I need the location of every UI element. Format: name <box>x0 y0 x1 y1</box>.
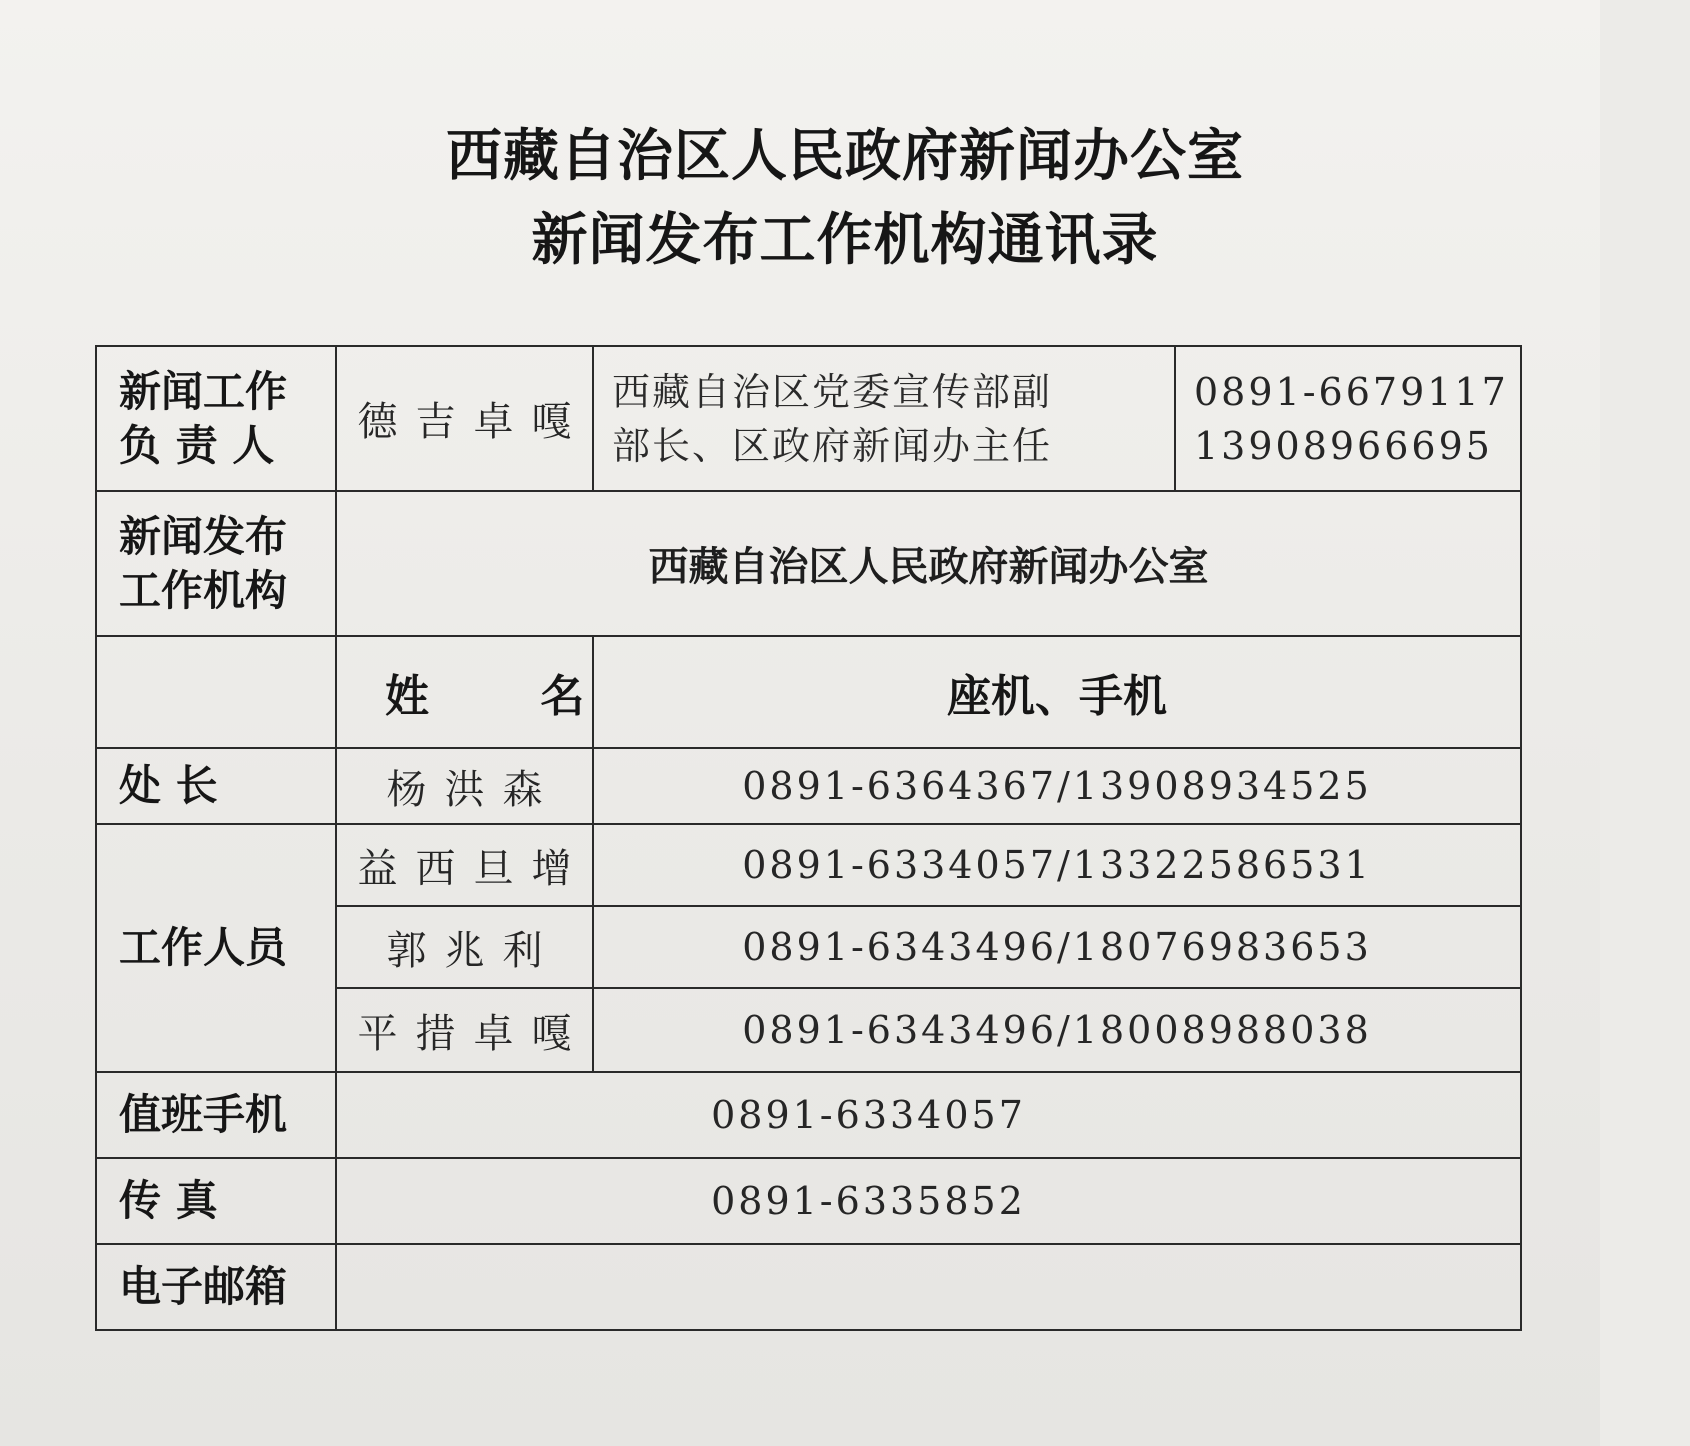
leader-phone-mobile: 13908966695 <box>1194 423 1493 468</box>
fax-value: 0891-6335852 <box>336 1158 1521 1244</box>
leader-row <box>96 346 1521 491</box>
column-header-row <box>96 636 1521 748</box>
email-value <box>336 1244 1521 1330</box>
staff-phone: 0891-6343496/18076983653 <box>593 906 1521 988</box>
staff-name: 郭兆利 <box>336 906 593 988</box>
leader-label-char: 责 <box>175 420 218 470</box>
agency-name: 西藏自治区人民政府新闻办公室 <box>336 491 1521 636</box>
staff-phone: 0891-6343496/18008988038 <box>593 988 1521 1072</box>
director-row <box>96 748 1521 824</box>
director-phone: 0891-6364367/13908934525 <box>593 748 1521 824</box>
agency-row <box>96 491 1521 636</box>
duty-phone-row <box>96 1072 1521 1158</box>
leader-name: 德吉卓嘎 <box>336 346 593 491</box>
duty-phone-label: 值班手机 <box>96 1072 336 1158</box>
email-row <box>96 1244 1521 1330</box>
leader-phone-landline: 0891-6679117 <box>1194 369 1509 414</box>
staff-phone: 0891-6334057/13322586531 <box>593 824 1521 906</box>
leader-role-line2: 部长、区政府新闻办主任 <box>612 423 1053 468</box>
director-label-text <box>119 759 335 813</box>
phone-column-header: 座机、手机 <box>593 636 1521 748</box>
agency-label-line1: 新闻发布 <box>119 511 288 561</box>
staff-row <box>96 824 1521 906</box>
email-label: 电子邮箱 <box>96 1244 336 1330</box>
staff-name: 益西旦增 <box>336 824 593 906</box>
director-name: 杨洪森 <box>336 748 593 824</box>
leader-phones <box>1175 346 1521 491</box>
leader-label-char: 负 <box>119 420 162 470</box>
duty-phone-value: 0891-6334057 <box>336 1072 1521 1158</box>
leader-label-char: 人 <box>232 420 275 470</box>
document-title-line2: 新闻发布工作机构通讯录 <box>531 208 1159 273</box>
agency-label-line2: 工作机构 <box>119 565 288 615</box>
director-label <box>96 748 336 824</box>
director-label-char: 长 <box>175 761 218 810</box>
leader-role <box>593 346 1175 491</box>
staff-label: 工作人员 <box>96 824 336 1072</box>
fax-label-char: 真 <box>175 1176 218 1225</box>
empty-header-cell <box>96 636 336 748</box>
leader-label-line1: 新闻工作 <box>119 366 288 416</box>
fax-label-char: 传 <box>119 1176 162 1225</box>
contact-table <box>95 345 1522 1331</box>
fax-label-text <box>119 1174 335 1228</box>
agency-label <box>96 491 336 636</box>
document-title-line1: 西藏自治区人民政府新闻办公室 <box>446 124 1244 189</box>
staff-name: 平措卓嘎 <box>336 988 593 1072</box>
fax-row <box>96 1158 1521 1244</box>
leader-role-line1: 西藏自治区党委宣传部副 <box>612 369 1053 414</box>
director-label-char: 处 <box>119 761 162 810</box>
leader-label <box>96 346 336 491</box>
leader-label-line2 <box>119 419 335 473</box>
fax-label <box>96 1158 336 1244</box>
name-column-header: 姓 名 <box>336 636 593 748</box>
